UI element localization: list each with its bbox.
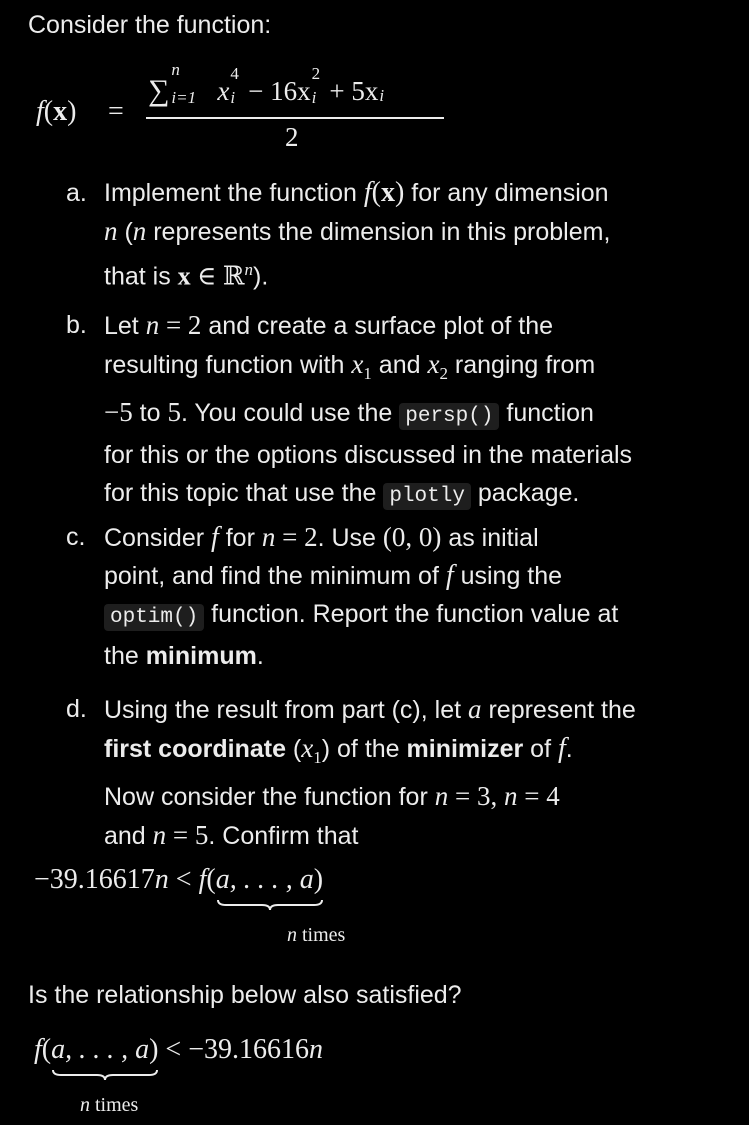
part-d-label: d.: [66, 695, 87, 723]
fraction-bar: [146, 117, 444, 119]
plotly-code: plotly: [383, 483, 471, 510]
inequality-2: f(a, . . . , a ) < −39.16616n: [34, 1034, 323, 1066]
question-text: Is the relationship below also satisfied?: [28, 981, 462, 1009]
part-c-label: c.: [66, 523, 86, 551]
inequality-1-underlabel: n times: [287, 924, 346, 946]
formula-denominator: 2: [285, 122, 299, 152]
part-a-label: a.: [66, 179, 87, 207]
optim-code: optim(): [104, 604, 204, 631]
inequality-2-underlabel: n times: [80, 1094, 139, 1116]
underbrace-1: [216, 898, 324, 912]
inequality-1: −39.16617n < f(a, . . . , a ): [34, 864, 323, 896]
formula-lhs: f(x): [36, 96, 77, 127]
part-d-text: Using the result from part (c), let a represent the first coordinate $(x_1)$ of the minimizer of f. Now consider the function for n = 3, n = 4 and n = 5. Confirm that: [104, 694, 636, 850]
part-c-text: Consider f for n = 2. Use (0, 0) as initial point, and find the minimum of f using the optim() function. Report the function value at the minimum.: [104, 522, 619, 670]
part-b-label: b.: [66, 311, 87, 339]
intro-text: Consider the function:: [28, 11, 272, 39]
part-a-text: Implement the function f(x) for any dimension n (n represents the dimension in this problem, that is x ∈ ℝ$^n$).: [104, 177, 611, 291]
part-b-text: Let n = 2 and create a surface plot of the resulting function with $x_1$ and $x_2$ ranging from −5 to 5. You could use the persp() function for this or the options discussed in the materials for this topic that use the plotly package.: [104, 310, 633, 508]
formula-equals: =: [108, 96, 124, 127]
persp-code: persp(): [399, 403, 499, 430]
underbrace-2: [51, 1068, 159, 1082]
formula-numerator: ∑ n i=1 x 4 i − 16x 2 i + 5x i: [148, 60, 385, 107]
